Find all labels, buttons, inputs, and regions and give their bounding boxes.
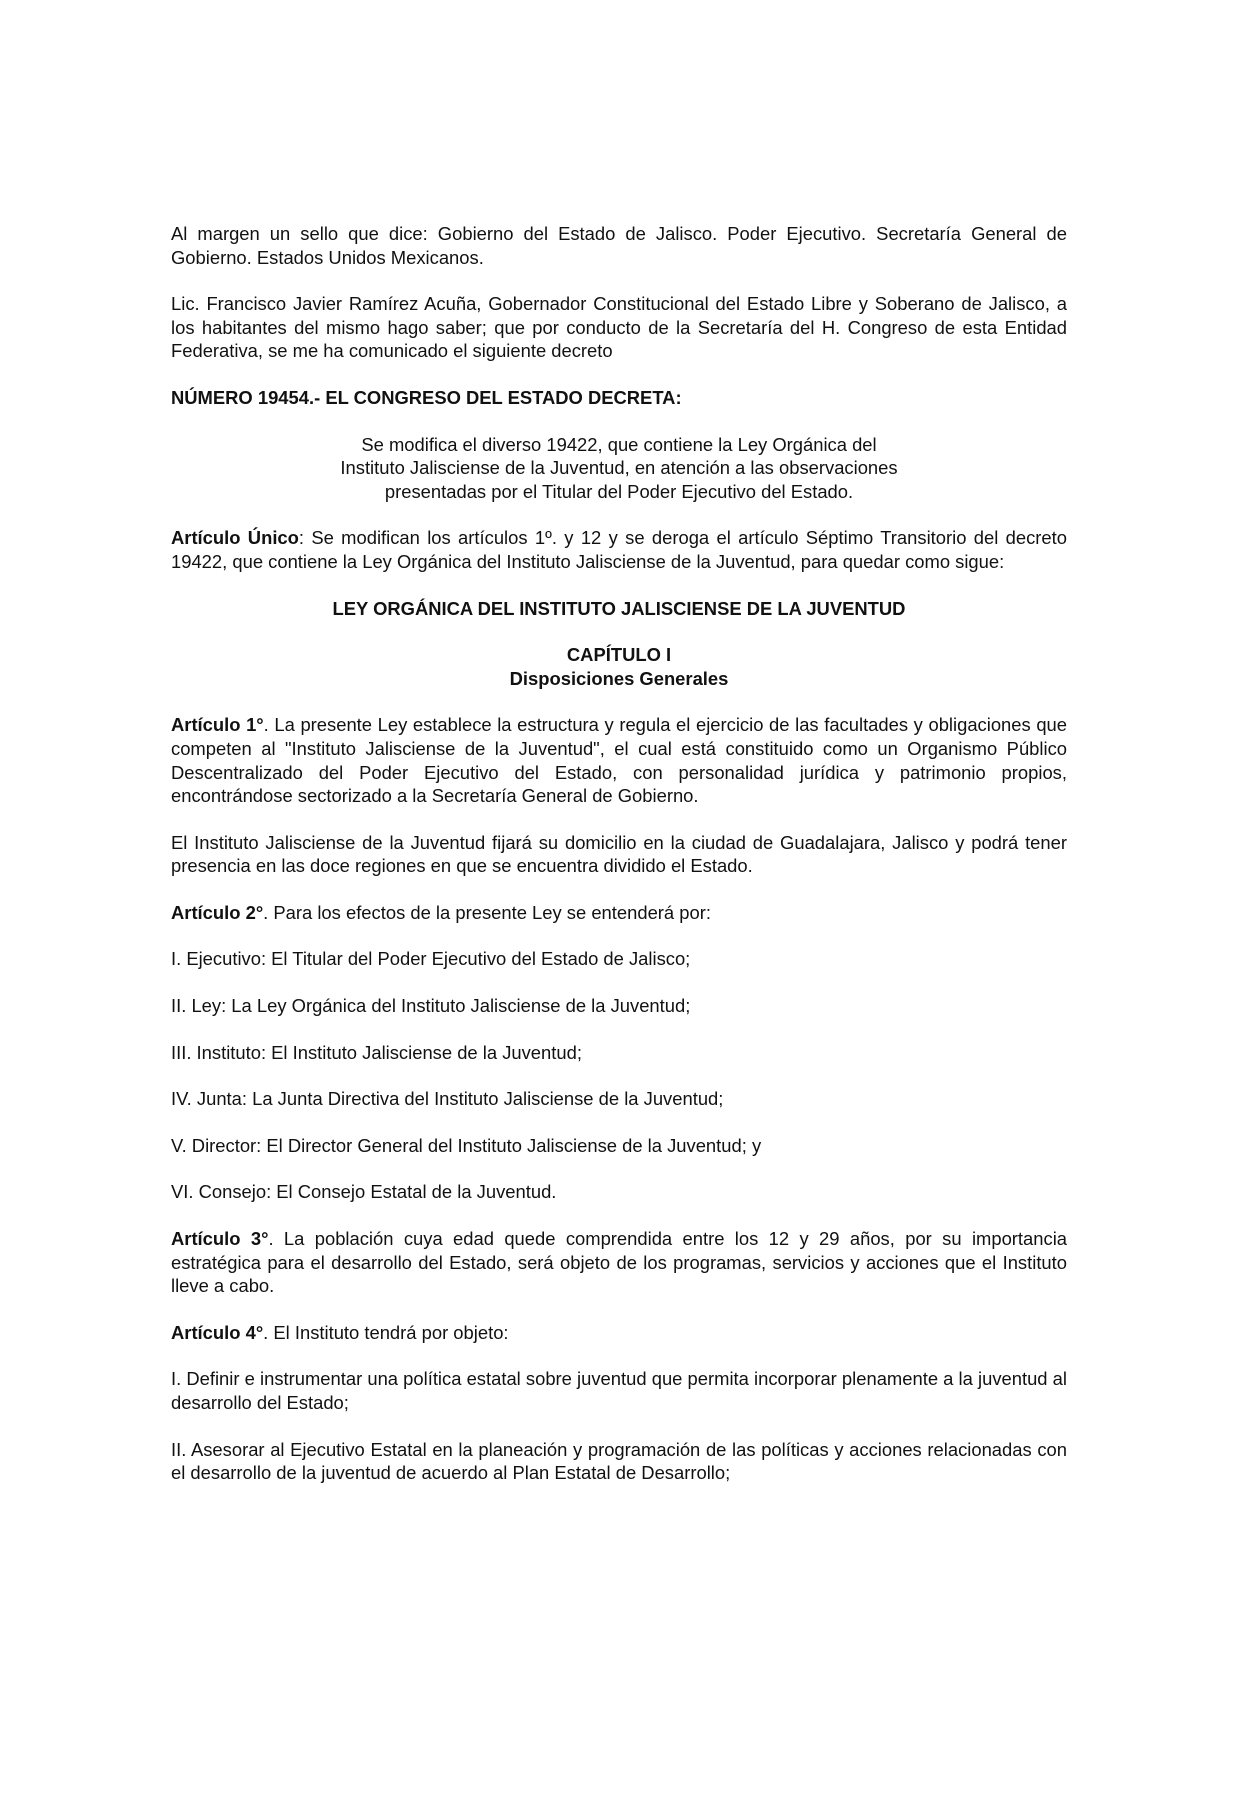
article-2-label: Artículo 2° — [171, 901, 264, 923]
article-4 — [171, 1321, 1067, 1345]
decree-number: NÚMERO 19454.- EL CONGRESO DEL ESTADO DECRETA: — [171, 386, 682, 408]
article-4-text: . El Instituto tendrá por objeto: — [263, 1321, 509, 1343]
decree-summary — [171, 433, 1067, 504]
chapter-name: Disposiciones Generales — [509, 667, 729, 689]
article-2-text: . Para los efectos de la presente Ley se entenderá por: — [263, 901, 711, 923]
article-3 — [171, 1227, 1067, 1298]
document-page — [171, 222, 1067, 1508]
article-1-paragraph-2: El Instituto Jalisciense de la Juventud fijará su domicilio en la ciudad de Guadalajara, Jalisco y podrá tener presencia en las doce regiones en que se encuentra dividido el Estado. — [171, 831, 1067, 877]
article-1 — [171, 713, 1067, 807]
article-2-item: III. Instituto: El Instituto Jalisciense de la Juventud; — [171, 1041, 582, 1063]
article-4-item: II. Asesorar al Ejecutivo Estatal en la planeación y programación de las políticas y acciones relacionadas con el desarrollo de la juventud de acuerdo al Plan Estatal de Desarrollo; — [171, 1438, 1067, 1484]
article-3-label: Artículo 3° — [171, 1228, 269, 1250]
article-2 — [171, 901, 1067, 925]
chapter-number: CAPÍTULO I — [566, 644, 672, 666]
article-2-item: II. Ley: La Ley Orgánica del Instituto Jalisciense de la Juventud; — [171, 995, 691, 1017]
sole-article-text: : Se modifican los artículos 1º. y 12 y se deroga el artículo Séptimo Transitorio del decreto 19422, que contiene la Ley Orgánica del Instituto Jalisciense de la Juventud, para quedar como sigue: — [171, 527, 1067, 572]
governor-paragraph: Lic. Francisco Javier Ramírez Acuña, Gobernador Constitucional del Estado Libre y Soberano de Jalisco, a los habitantes del mismo hago saber; que por conducto de la Secretaría del H. Congreso de esta Entidad Federativa, se me ha comunicado el siguiente decreto — [171, 293, 1067, 362]
decree-summary-line: Se modifica el diverso 19422, que contiene la Ley Orgánica del — [361, 433, 877, 455]
article-1-label: Artículo 1° — [171, 714, 264, 736]
sole-article-label: Artículo Único — [171, 527, 299, 549]
article-1-text: . La presente Ley establece la estructura y regula el ejercicio de las facultades y obligaciones que competen al "Instituto Jalisciense de la Juventud", el cual está constituido como un Organismo Público Descentralizado del Poder Ejecutivo del Estado, con personalidad jurídica y patrimonio propios, encontrándose sectorizado a la Secretaría General de Gobierno. — [171, 714, 1068, 807]
sole-article — [171, 526, 1067, 573]
article-2-item: I. Ejecutivo: El Titular del Poder Ejecutivo del Estado de Jalisco; — [171, 948, 691, 970]
chapter-heading — [171, 643, 1067, 690]
decree-summary-line: presentadas por el Titular del Poder Ejecutivo del Estado. — [384, 480, 854, 502]
decree-summary-line: Instituto Jalisciense de la Juventud, en atención a las observaciones — [340, 457, 898, 479]
article-2-item: VI. Consejo: El Consejo Estatal de la Juventud. — [171, 1181, 557, 1203]
article-4-label: Artículo 4° — [171, 1321, 264, 1343]
article-2-item: IV. Junta: La Junta Directiva del Instituto Jalisciense de la Juventud; — [171, 1088, 724, 1110]
article-4-item: I. Definir e instrumentar una política estatal sobre juventud que permita incorporar plenamente a la juventud al desarrollo del Estado; — [171, 1368, 1067, 1413]
law-title: LEY ORGÁNICA DEL INSTITUTO JALISCIENSE DE LA JUVENTUD — [332, 597, 906, 619]
seal-paragraph: Al margen un sello que dice: Gobierno del Estado de Jalisco. Poder Ejecutivo. Secretaría General de Gobierno. Estados Unidos Mexicanos. — [171, 223, 1067, 268]
article-3-text: . La población cuya edad quede comprendida entre los 12 y 29 años, por su importancia estratégica para el desarrollo del Estado, será objeto de los programas, servicios y acciones que el Instituto lleve a cabo. — [171, 1228, 1068, 1297]
article-2-item: V. Director: El Director General del Instituto Jalisciense de la Juventud; y — [171, 1134, 762, 1156]
